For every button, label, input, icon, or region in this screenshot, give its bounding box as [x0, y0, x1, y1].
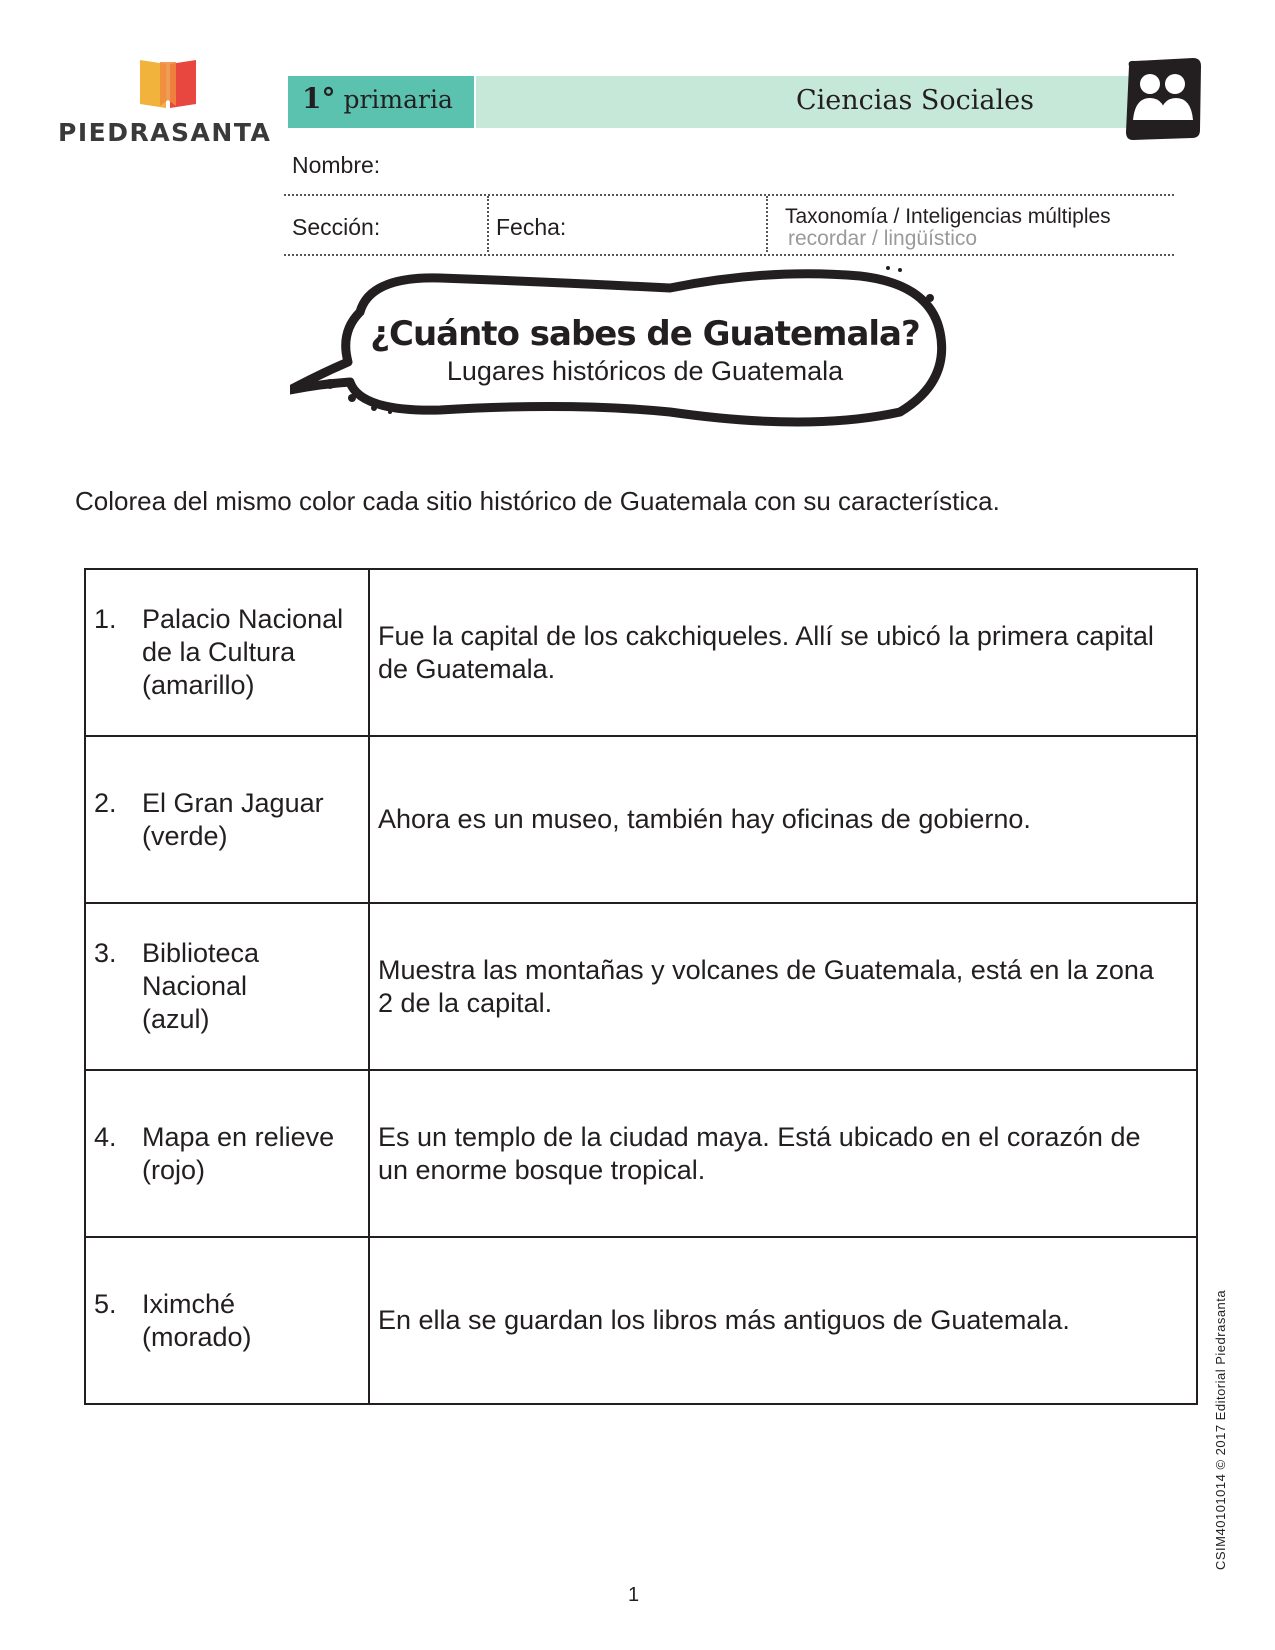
site-name-line: El Gran Jaguar [142, 787, 324, 818]
taxonomy-title: Taxonomía / Inteligencias múltiples [785, 205, 1111, 228]
row-number: 4. [94, 1121, 117, 1152]
description-line: 2 de la capital. [378, 987, 553, 1018]
table-row [85, 1237, 1197, 1404]
book-logo-icon [138, 56, 198, 110]
description-line: un enorme bosque tropical. [378, 1154, 706, 1185]
row-number: 5. [94, 1288, 117, 1319]
description-cell[interactable] [369, 903, 1197, 1070]
description-line: Muestra las montañas y volcanes de Guatemala, está en la zona [378, 954, 1154, 985]
section-line [284, 254, 1174, 256]
site-name-line: Biblioteca [142, 938, 260, 968]
description-cell[interactable] [369, 1070, 1197, 1237]
description-cell[interactable] [369, 736, 1197, 903]
subject-banner [476, 76, 1134, 128]
instruction-text: Colorea del mismo color cada sitio histórico de Guatemala con su característica. [75, 486, 1000, 516]
row-number: 1. [94, 604, 117, 634]
site-color-label: (verde) [142, 820, 228, 851]
subject-title: Ciencias Sociales [795, 85, 1034, 116]
site-name-line: Nacional [142, 971, 248, 1001]
activity-title: ¿Cuánto sabes de Guatemala? [370, 314, 920, 354]
site-name-line: Mapa en relieve [142, 1121, 335, 1152]
section-divider [487, 196, 489, 252]
taxonomy-values: recordar / lingüístico [788, 227, 978, 250]
site-cell[interactable] [85, 569, 369, 736]
site-cell[interactable] [85, 736, 369, 903]
description-cell[interactable] [369, 1237, 1197, 1404]
name-label: Nombre: [292, 152, 381, 178]
site-name-line: de la Cultura [142, 637, 296, 667]
matching-table [84, 568, 1198, 1405]
site-cell[interactable] [85, 1070, 369, 1237]
activity-subtitle: Lugares históricos de Guatemala [446, 356, 844, 386]
description-line: En ella se guardan los libros más antiguos de Guatemala. [378, 1305, 1070, 1335]
table-row [85, 736, 1197, 903]
people-icon [1123, 58, 1203, 142]
site-name-line: Iximché [142, 1288, 236, 1319]
row-number: 2. [94, 787, 117, 818]
site-color-label: (amarillo) [142, 670, 255, 700]
row-number: 3. [94, 938, 117, 968]
brand-name: PIEDRASANTA [58, 118, 272, 147]
section-label: Sección: [292, 214, 381, 240]
description-line: Fue la capital de los cakchiqueles. Allí se ubicó la primera capital [378, 620, 1154, 651]
grade-badge [288, 76, 474, 128]
site-cell[interactable] [85, 1237, 369, 1404]
date-divider [766, 196, 768, 252]
description-line: Es un templo de la ciudad maya. Está ubicado en el corazón de [378, 1121, 1141, 1152]
grade-label: primaria [343, 85, 453, 114]
copyright-note: CSIM40101014 © 2017 Editorial Piedrasanta [1213, 1289, 1228, 1570]
description-line: de Guatemala. [378, 653, 556, 684]
description-cell[interactable] [369, 569, 1197, 736]
grade-number: 1° [302, 82, 336, 115]
site-color-label: (morado) [142, 1321, 252, 1352]
site-cell[interactable] [85, 903, 369, 1070]
table-row [85, 903, 1197, 1070]
page-number: 1 [628, 1584, 640, 1606]
site-color-label: (rojo) [142, 1154, 206, 1185]
table-row [85, 569, 1197, 736]
publisher-logo [58, 56, 278, 156]
site-name-line: Palacio Nacional [142, 604, 344, 634]
table-row [85, 1070, 1197, 1237]
description-line: Ahora es un museo, también hay oficinas de gobierno. [378, 804, 1031, 834]
date-label: Fecha: [496, 214, 567, 240]
name-line [284, 194, 1174, 196]
site-color-label: (azul) [142, 1004, 210, 1034]
